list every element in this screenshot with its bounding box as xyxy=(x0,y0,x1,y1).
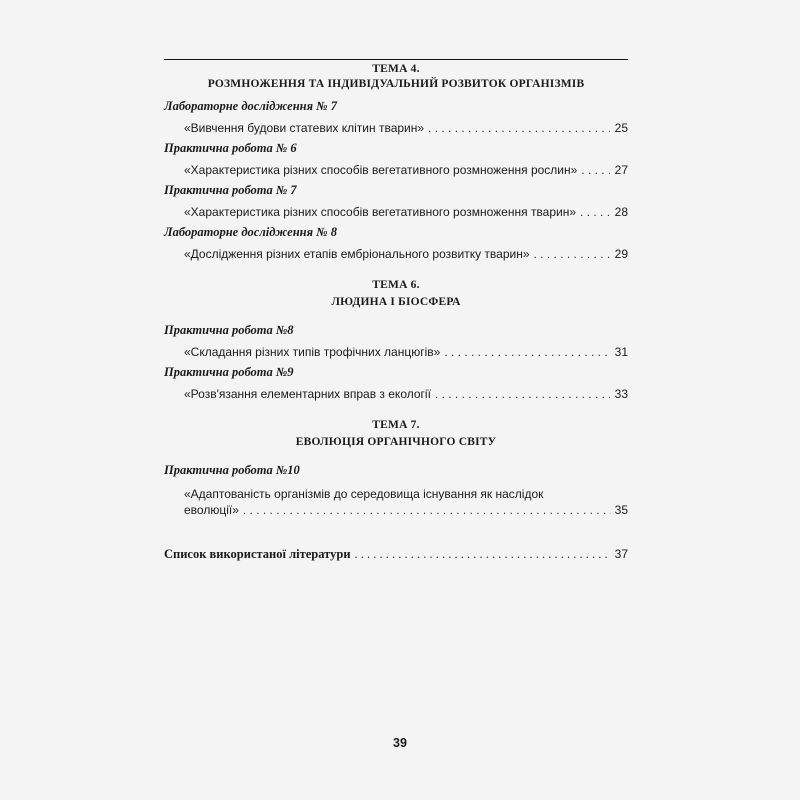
table-of-contents xyxy=(164,62,628,562)
work-title: Практична робота № 7 xyxy=(164,183,297,197)
entry-text: «Характеристика різних способів вегетативного розмноження рослин» xyxy=(184,163,578,177)
work-title: Практична робота №10 xyxy=(164,463,300,477)
toc-entry[interactable] xyxy=(164,204,628,220)
leader-dots xyxy=(435,386,610,402)
work-title: Лабораторне дослідження № 8 xyxy=(164,225,337,239)
topic-number: ТЕМА 7. xyxy=(372,419,420,431)
topic-title: ЛЮДИНА І БІОСФЕРА xyxy=(331,296,461,308)
page-ref: 35 xyxy=(614,503,628,517)
section-heading xyxy=(164,418,628,450)
entry-text-line2: еволюції» xyxy=(184,503,239,517)
leader-dots xyxy=(581,162,610,178)
page-ref: 37 xyxy=(614,547,628,561)
page-ref: 33 xyxy=(614,387,628,401)
toc-entry[interactable] xyxy=(164,386,628,402)
bibliography-entry[interactable] xyxy=(164,546,628,562)
page-ref: 25 xyxy=(614,121,628,135)
section-heading xyxy=(164,62,628,92)
entry-text-line1: «Адаптованість організмів до середовища існування як наслідок xyxy=(184,487,544,501)
leader-dots xyxy=(428,120,610,136)
entry-text: «Характеристика різних способів вегетативного розмноження тварин» xyxy=(184,205,577,219)
leader-dots xyxy=(243,502,611,518)
topic-number: ТЕМА 4. xyxy=(372,63,420,75)
leader-dots xyxy=(444,344,610,360)
section-heading xyxy=(164,278,628,310)
entry-text: «Складання різних типів трофічних ланцюгів» xyxy=(184,345,441,359)
entry-text: «Розв'язання елементарних вправ з екології xyxy=(184,387,431,401)
page-ref: 31 xyxy=(614,345,628,359)
work-title: Практична робота № 6 xyxy=(164,141,297,155)
entry-text: «Дослідження різних етапів ембріонального розвитку тварин» xyxy=(184,247,530,261)
page-ref: 27 xyxy=(614,163,628,177)
top-rule xyxy=(164,59,628,60)
work-title: Практична робота №9 xyxy=(164,365,294,379)
bibliography-label: Список використаної літератури xyxy=(164,547,351,561)
page-ref: 29 xyxy=(614,247,628,261)
toc-entry[interactable] xyxy=(164,162,628,178)
toc-entry[interactable] xyxy=(164,344,628,360)
page-number: 39 xyxy=(393,736,407,750)
entry-text: «Вивчення будови статевих клітин тварин» xyxy=(184,121,425,135)
topic-title: ЕВОЛЮЦІЯ ОРГАНІЧНОГО СВІТУ xyxy=(295,436,497,448)
topic-number: ТЕМА 6. xyxy=(372,279,420,291)
leader-dots xyxy=(534,246,610,262)
toc-entry[interactable] xyxy=(164,120,628,136)
page-ref: 28 xyxy=(614,205,628,219)
toc-entry[interactable] xyxy=(164,246,628,262)
leader-dots xyxy=(580,204,610,220)
topic-title: РОЗМНОЖЕННЯ ТА ІНДИВІДУАЛЬНИЙ РОЗВИТОК ОРГАНІЗМІВ xyxy=(207,78,585,90)
work-title: Лабораторне дослідження № 7 xyxy=(164,99,337,113)
work-title: Практична робота №8 xyxy=(164,323,294,337)
toc-entry[interactable] xyxy=(164,486,628,518)
leader-dots xyxy=(355,546,611,562)
